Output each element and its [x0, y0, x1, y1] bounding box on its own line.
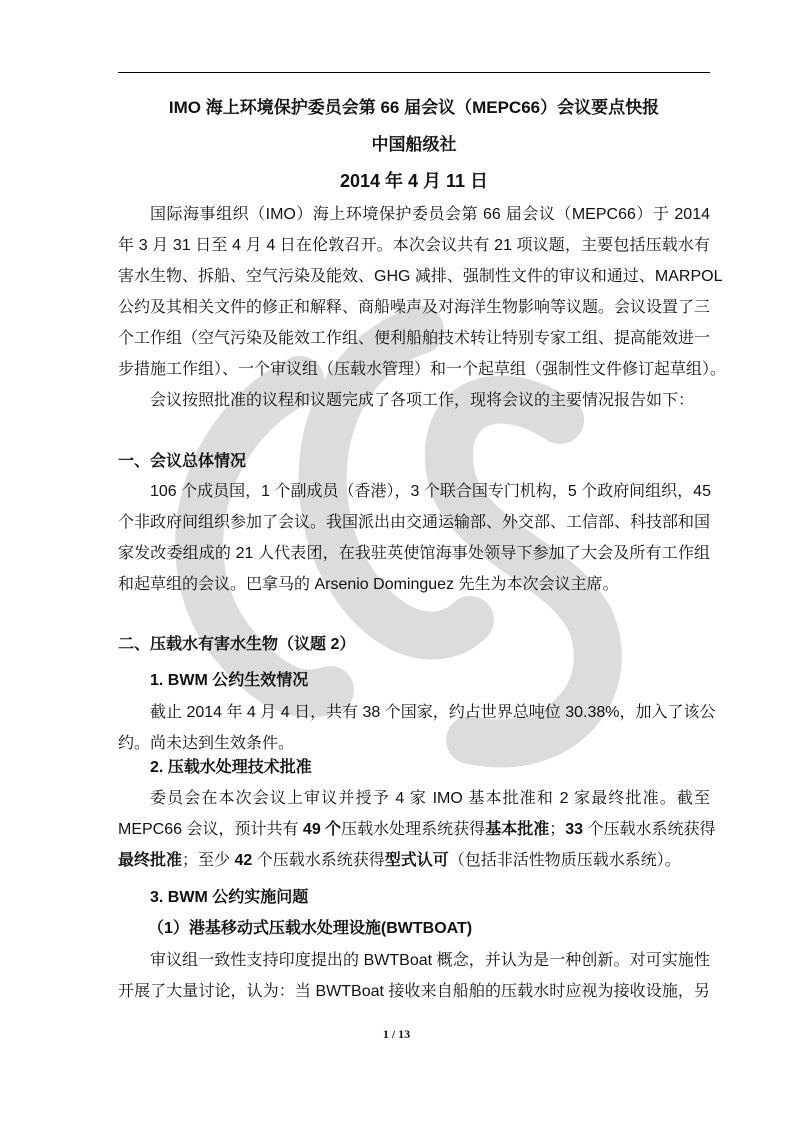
subsection-heading: 2. 压载水处理技术批准	[150, 759, 312, 776]
section-heading: 二、压载水有害水生物（议题 2）	[118, 636, 356, 653]
text: （包括非活性物质压载水系统）。	[448, 852, 681, 869]
item-heading: （1）港基移动式压载水处理设施(BWTBOAT)	[148, 920, 473, 937]
paragraph-line: 截止 2014 年 4 月 4 日，共有 38 个国家，约占世界总吨位 30.38%，加入了该公	[150, 704, 716, 721]
bold-text: 基本批准	[485, 821, 550, 838]
paragraph-line	[118, 851, 710, 871]
page-number: 1 / 13	[382, 1027, 411, 1041]
subsection-heading: 3. BWM 公约实施问题	[150, 889, 309, 906]
paragraph-line: 审议组一致性支持印度提出的 BWTBoat 概念，并认为是一种创新。对可实施性	[150, 952, 710, 969]
paragraph-line: 害水生物、拆船、空气污染及能效、GHG 减排、强制性文件的审议和通过、MARPOL	[118, 268, 723, 285]
paragraph-line: 开展了大量讨论，认为：当 BWTBoat 接收来自船舶的压载水时应视为接收设施，另	[118, 983, 710, 1000]
section-heading: 一、会议总体情况	[118, 453, 247, 470]
text: 个压载水系统获得	[252, 852, 385, 869]
paragraph-line: 约。尚未达到生效条件。	[118, 735, 295, 752]
text: ；	[549, 821, 566, 838]
paragraph-line: 会议按照批准的议程和议题完成了各项工作，现将会议的主要情况报告如下：	[150, 392, 695, 409]
paragraph-line: 公约及其相关文件的修正和解释、商船噪声及对海洋生物影响等议题。会议设置了三	[118, 299, 711, 316]
text: ；至少	[182, 852, 235, 869]
paragraph-line: 年 3 月 31 日至 4 月 4 日在伦敦召开。本次会议共有 21 项议题，主要包括压载水有	[118, 237, 710, 254]
header-rule	[118, 72, 710, 73]
subsection-heading: 1. BWM 公约生效情况	[150, 672, 309, 689]
paragraph-line: 个非政府间组织参加了会议。我国派出由交通运输部、外交部、工信部、科技部和国	[118, 514, 711, 531]
text: 压载水处理系统获得	[341, 821, 486, 838]
paragraph-line: 委员会在本次会议上审议并授予 4 家 IMO 基本批准和 2 家最终批准。截至	[150, 790, 710, 807]
paragraph-line: 和起草组的会议。巴拿马的 Arsenio Dominguez 先生为本次会议主席。	[118, 576, 619, 593]
paragraph-line: 家发改委组成的 21 人代表团，在我驻英使馆海事处领导下参加了大会及所有工作组	[118, 545, 710, 562]
bold-text: 33	[565, 821, 584, 838]
bold-text: 49 个	[302, 821, 342, 838]
paragraph-line: 步措施工作组）、一个审议组（压载水管理）和一个起草组（强制性文件修订起草组）。	[118, 361, 727, 378]
document-date: 2014 年 4 月 11 日	[339, 171, 489, 191]
text: 个压载水系统获得	[583, 821, 716, 838]
bold-text: 最终批准	[118, 852, 183, 869]
text: MEPC66 会议，预计共有	[118, 821, 303, 838]
document-title: IMO 海上环境保护委员会第 66 届会议（MEPC66）会议要点快报	[168, 98, 660, 117]
paragraph-line: 国际海事组织（IMO）海上环境保护委员会第 66 届会议（MEPC66）于 2014	[150, 206, 710, 223]
bold-text: 42	[234, 852, 253, 869]
paragraph-line	[118, 820, 716, 840]
bold-text: 型式认可	[384, 852, 449, 869]
paragraph-line: 106 个成员国，1 个副成员（香港），3 个联合国专门机构，5 个政府间组织，45	[150, 483, 711, 500]
organization-name: 中国船级社	[371, 135, 457, 154]
paragraph-line: 个工作组（空气污染及能效工作组、便利船舶技术转让特别专家工组、提高能效进一	[118, 330, 711, 347]
